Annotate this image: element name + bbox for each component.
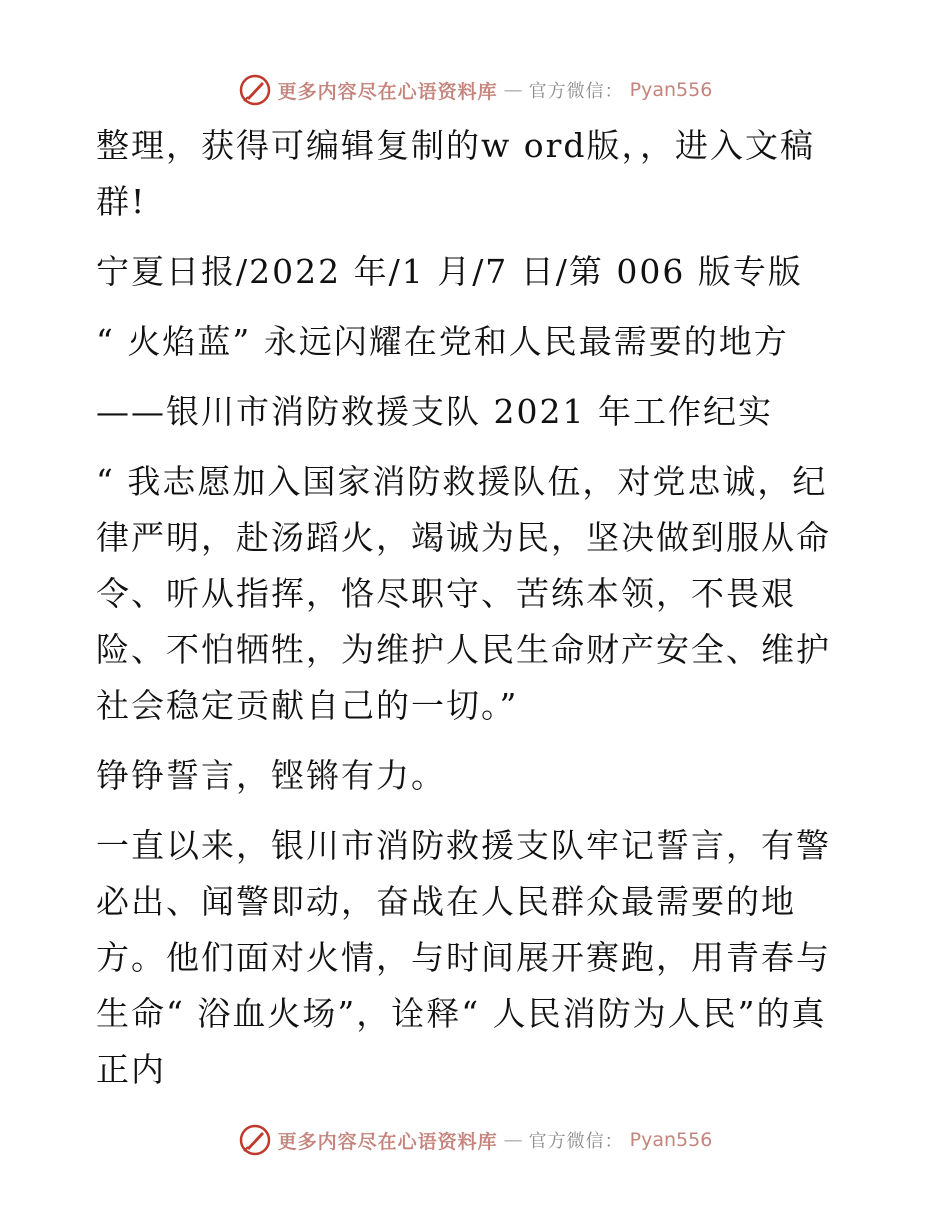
footer-banner (0, 1120, 950, 1160)
source-line: 宁夏日报/2022 年/1 月/7 日/第 006 版专版 (96, 252, 803, 291)
banner-wechat-id: Pyan556 (629, 1129, 713, 1151)
body-paragraph: 铮铮誓言，铿锵有力。 (96, 756, 446, 795)
oath-paragraph: “ 我志愿加入国家消防救援队伍，对党忠诚，纪律严明，赴汤蹈火，竭诚为民，坚决做到服从命令、听从指挥，恪尽职守、苦练本领，不畏艰险、不怕牺牲，为维护人民生命财产安全、维护社会稳定贡献自己的一切。” (96, 462, 831, 725)
banner-title: 更多内容尽在心语资料库 (277, 80, 498, 103)
body-paragraph: 一直以来，银川市消防救援支队牢记誓言，有警必出、闻警即动，奋战在人民群众最需要的地方。他们面对火情，与时间展开赛跑，用青春与生命“ 浴血火场”，诠释“ 人民消防为人民”的真正内 (96, 826, 831, 1089)
banner-wechat-label: 官方微信： (528, 81, 624, 102)
header-banner (0, 70, 950, 110)
banner-separator: — (503, 1129, 523, 1151)
banner-title: 更多内容尽在心语资料库 (277, 1130, 498, 1153)
intro-note-paragraph: 整理，获得可编辑复制的w ord版，，进入文稿群! (96, 126, 816, 221)
banner-separator: — (503, 79, 523, 101)
quill-pen-logo-icon (238, 73, 272, 107)
document-body (96, 118, 856, 1112)
quill-pen-logo-icon (238, 1123, 272, 1157)
article-title: “ 火焰蓝” 永远闪耀在党和人民最需要的地方 (96, 322, 789, 361)
banner-wechat-id: Pyan556 (629, 79, 713, 101)
article-subtitle: ——银川市消防救援支队 2021 年工作纪实 (96, 392, 773, 431)
banner-wechat-label: 官方微信： (528, 1131, 624, 1152)
